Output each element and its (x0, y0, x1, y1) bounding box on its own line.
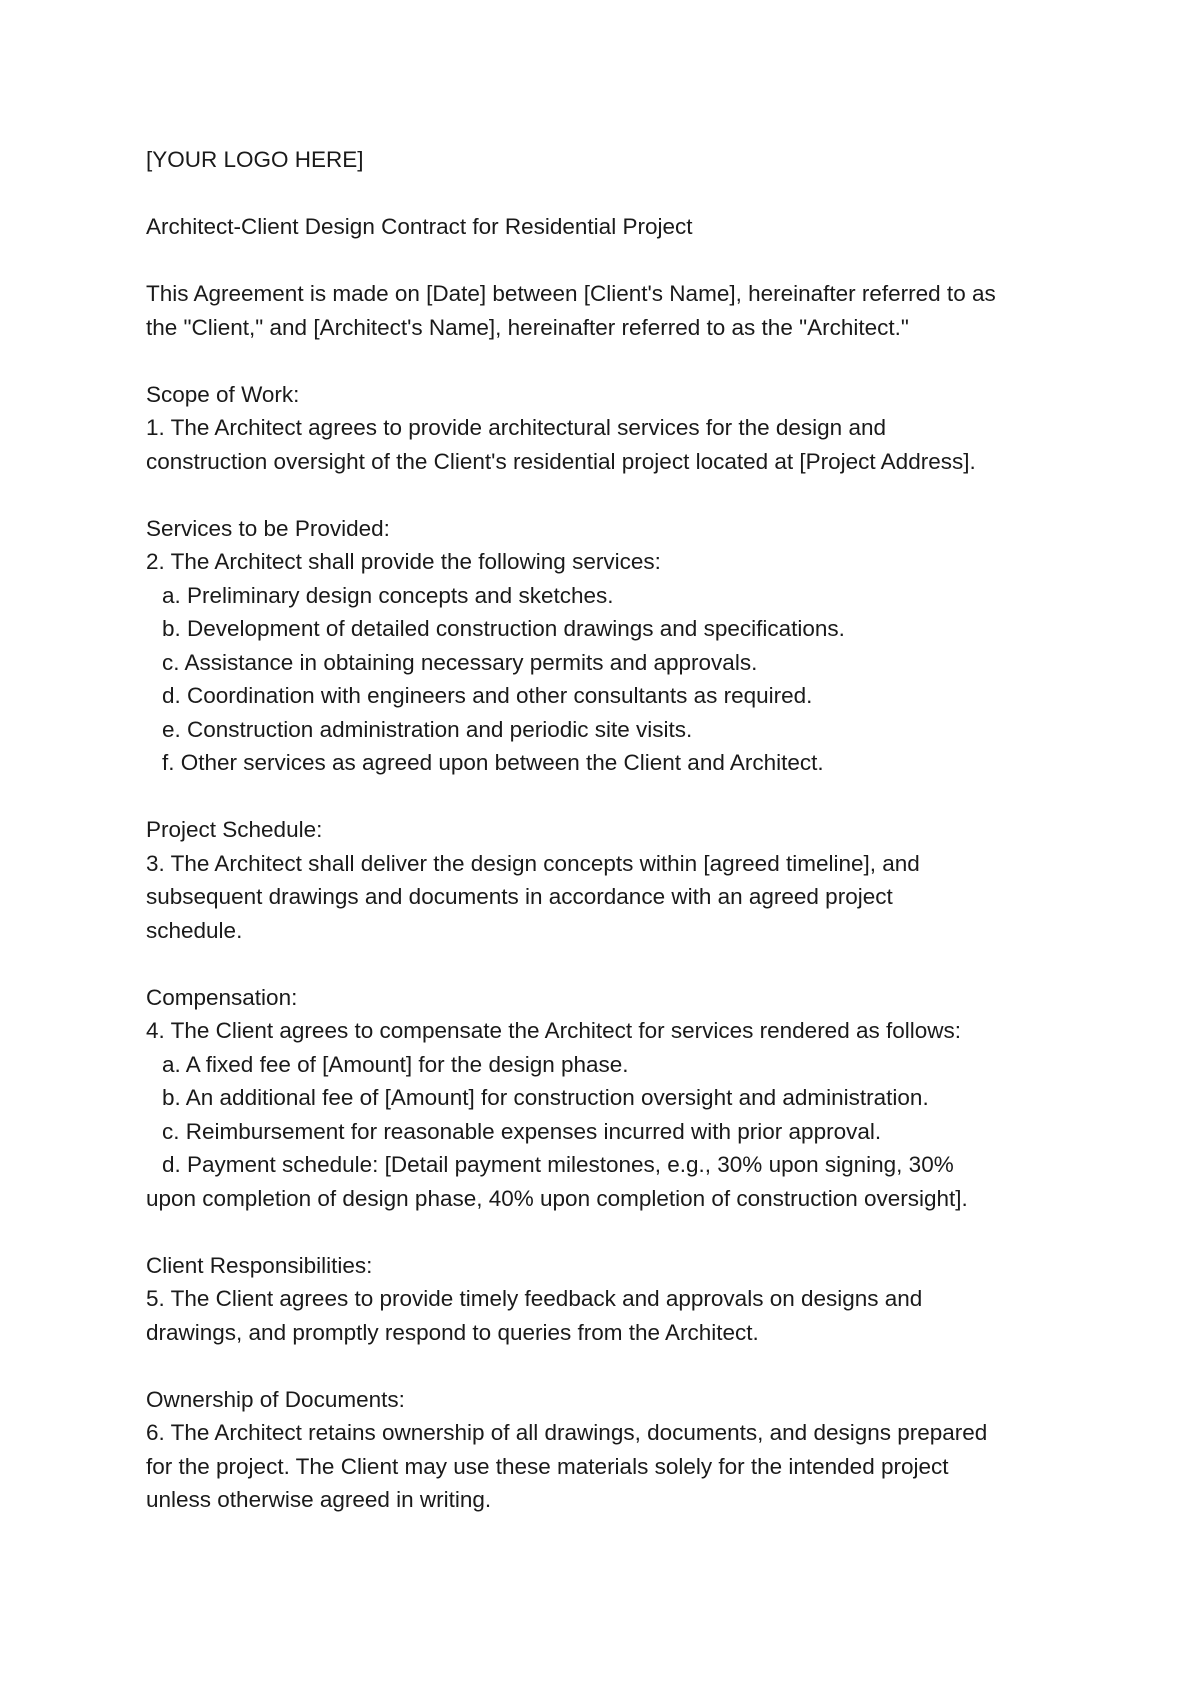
section-heading-scope: Scope of Work: (146, 381, 300, 407)
clause-line: subsequent drawings and documents in accordance with an agreed project (146, 884, 893, 909)
spacer (146, 478, 1146, 512)
intro-line: the "Client," and [Architect's Name], hereinafter referred to as the "Architect." (146, 314, 909, 340)
spacer (146, 1349, 1146, 1383)
section-heading-services: Services to be Provided: (146, 515, 390, 541)
clause-line: schedule. (146, 917, 243, 943)
list-item: a. Preliminary design concepts and sketches. (162, 582, 614, 608)
spacer (146, 1215, 1146, 1249)
clause-line: unless otherwise agreed in writing. (146, 1487, 492, 1512)
clause-line: drawings, and promptly respond to queries from the Architect. (146, 1319, 759, 1345)
list-item: c. Assistance in obtaining necessary permits and approvals. (162, 649, 758, 675)
spacer (146, 344, 1146, 378)
clause-line: 3. The Architect shall deliver the design concepts within [agreed timeline], and (146, 850, 920, 876)
clause-line: upon completion of design phase, 40% upon completion of construction oversight]. (146, 1185, 968, 1211)
section-heading-ownership: Ownership of Documents: (146, 1386, 405, 1412)
document-page (146, 143, 1146, 1517)
clause-line: construction oversight of the Client's residential project located at [Project Address]. (146, 448, 976, 474)
list-item: c. Reimbursement for reasonable expenses incurred with prior approval. (162, 1118, 882, 1144)
section-heading-client-responsibilities: Client Responsibilities: (146, 1252, 373, 1278)
list-item: f. Other services as agreed upon between the Client and Architect. (162, 750, 824, 775)
list-item: b. Development of detailed construction drawings and specifications. (162, 616, 845, 641)
list-item: d. Payment schedule: [Detail payment milestones, e.g., 30% upon signing, 30% (162, 1152, 954, 1177)
document-title: Architect-Client Design Contract for Residential Project (146, 214, 693, 239)
intro-line: This Agreement is made on [Date] between [Client's Name], hereinafter referred to as (146, 281, 996, 306)
section-heading-compensation: Compensation: (146, 984, 298, 1010)
list-item: d. Coordination with engineers and other consultants as required. (162, 683, 813, 708)
list-item: a. A fixed fee of [Amount] for the design phase. (162, 1051, 629, 1077)
section-heading-schedule: Project Schedule: (146, 817, 323, 842)
clause-line: 5. The Client agrees to provide timely feedback and approvals on designs and (146, 1286, 923, 1311)
list-item: b. An additional fee of [Amount] for construction oversight and administration. (162, 1085, 929, 1110)
clause-line: 4. The Client agrees to compensate the Architect for services rendered as follows: (146, 1018, 961, 1043)
spacer (146, 780, 1146, 814)
spacer (146, 947, 1146, 981)
clause-line: 1. The Architect agrees to provide architectural services for the design and (146, 415, 886, 440)
clause-line: 6. The Architect retains ownership of all drawings, documents, and designs prepared (146, 1420, 988, 1445)
logo-placeholder: [YOUR LOGO HERE] (146, 147, 364, 172)
clause-line: for the project. The Client may use these materials solely for the intended project (146, 1453, 949, 1479)
clause-line: 2. The Architect shall provide the following services: (146, 549, 661, 574)
spacer (146, 244, 1146, 278)
spacer (146, 177, 1146, 211)
list-item: e. Construction administration and periodic site visits. (162, 716, 693, 742)
